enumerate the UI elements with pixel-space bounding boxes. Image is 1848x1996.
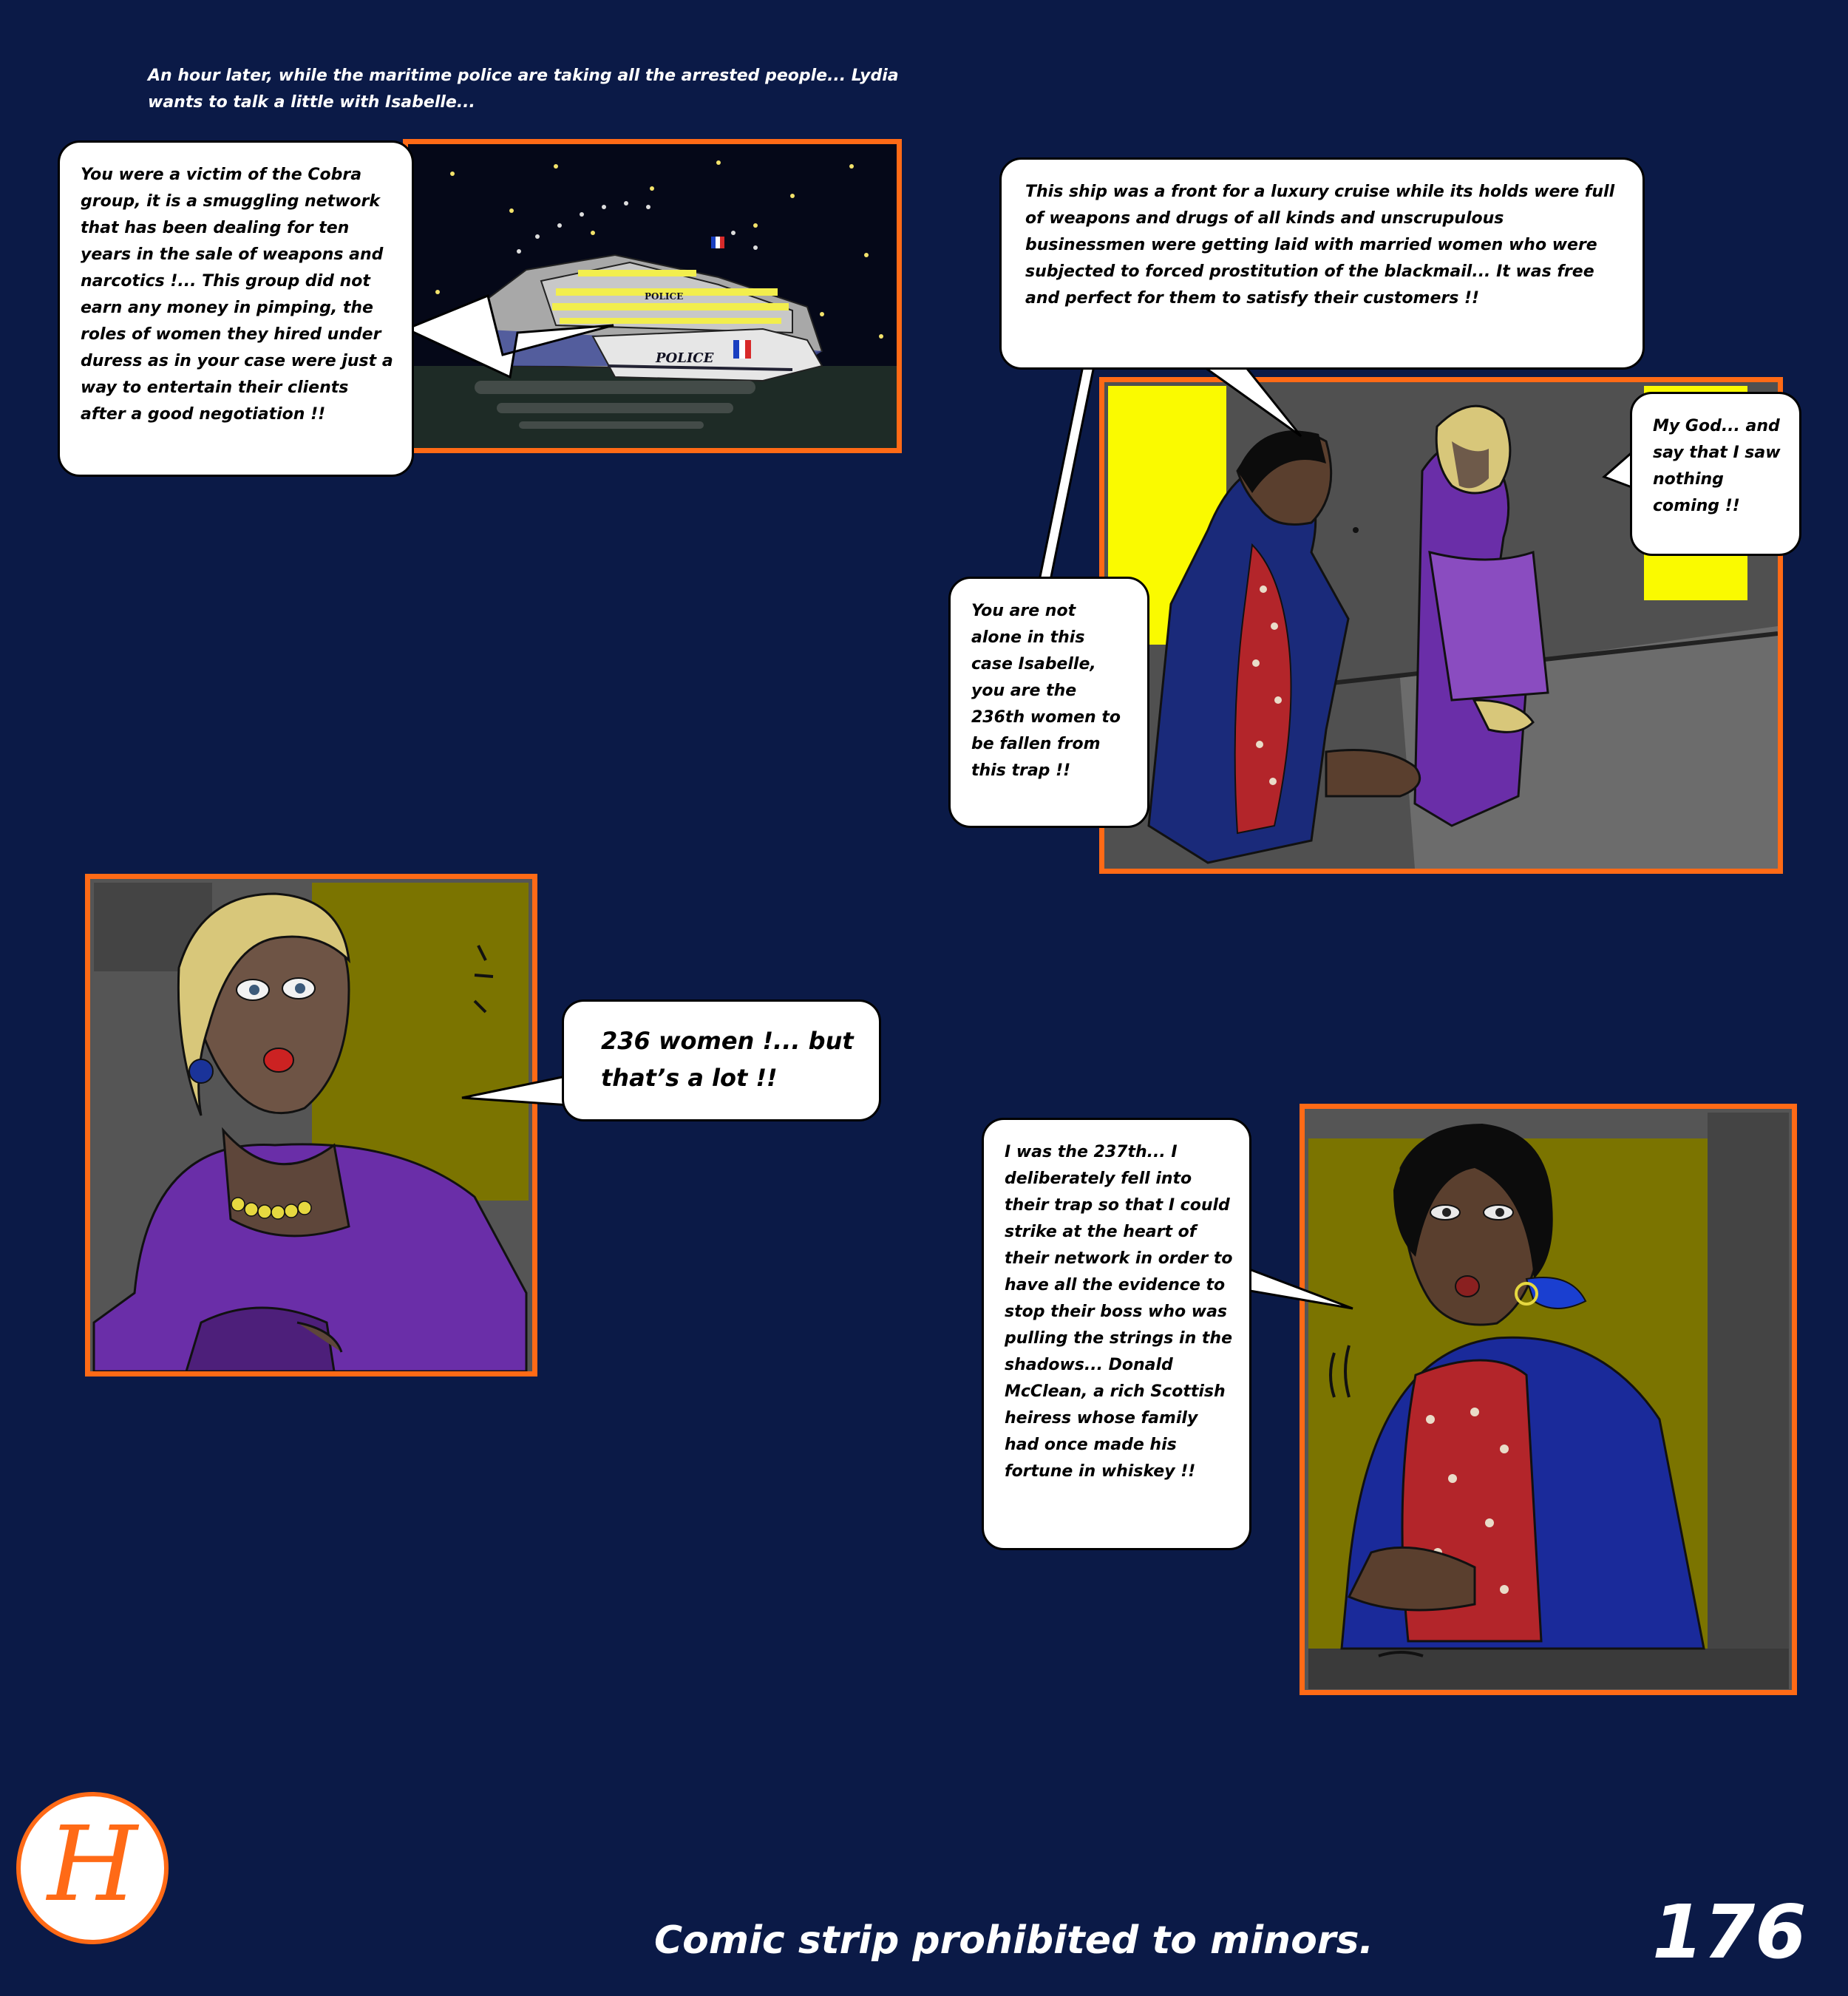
panel-blonde-woman [85,874,537,1377]
police-sign-ship: POLICE [645,291,684,302]
speech-bubble-cobra-group [58,140,414,477]
speech-bubble-237th [982,1118,1251,1550]
page-number: 176 [1652,1889,1807,1975]
speech-text-237th: I was the 237th... I deliberately fell into their trap so that I could strike at the heart of their network in order to have all the evidence to stop their boss who was pulling the strings in the shadows... Donald McClean, a rich Scottish heiress whose family had once made his fortune in whiskey !! [1005,1143,1233,1481]
age-warning-footer: Comic strip prohibited to minors. [654,1918,1374,1963]
speech-bubble-236-women [562,999,881,1121]
narration-caption: An hour later, while the maritime police are taking all the arrested people... Lydia wants to talk a little with Isabelle... [148,67,899,112]
speech-bubble-luxury-cruise [999,157,1645,370]
logo-letter: H [47,1805,138,1925]
dark-haired-woman-art [1305,1109,1792,1690]
police-sign-boat: POLICE [656,350,714,366]
ship-night-art [408,144,897,448]
speech-text-cobra-group: You were a victim of the Cobra group, it is a smuggling network that has been dealing for ten years in the sale of weapons and narcotics !... This group did not earn any money in pimping, the roles of women they hired under duress as in your case were just a way to entertain their clients after a good negotiation !! [81,166,393,424]
speech-text-236-women: 236 women !... but that’s a lot !! [601,1027,854,1092]
speech-text-luxury-cruise: This ship was a front for a luxury cruise while its holds were full of weapons and drugs of all kinds and unscrupulous businessmen were getting laid with married women who were subjected to forced prostitution of the blackmail... It was free and perfect for them to satisfy their customers !! [1025,183,1615,308]
speech-text-my-god: My God... and say that I saw nothing coming !! [1653,417,1781,515]
panel-dark-haired-woman [1300,1104,1797,1695]
publisher-logo [13,1789,172,1948]
blonde-woman-art [90,879,532,1371]
speech-text-not-alone: You are not alone in this case Isabelle, you are the 236th women to be fallen from this trap !! [971,602,1121,780]
speech-bubble-my-god [1630,392,1801,556]
panel-ship-night [403,139,902,453]
speech-bubble-not-alone [948,577,1149,828]
